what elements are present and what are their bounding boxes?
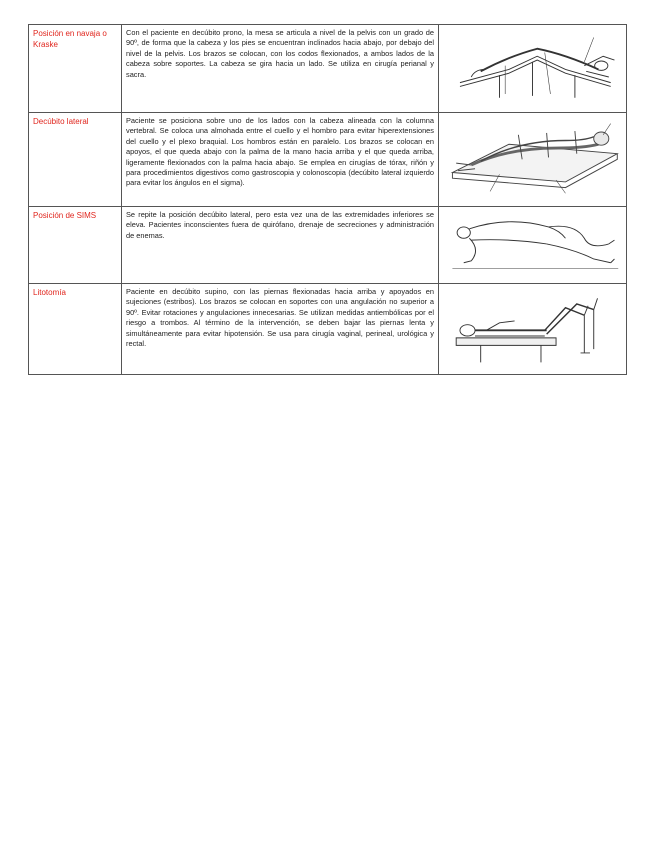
- position-image-cell: [439, 113, 627, 207]
- position-name: Litotomía: [29, 284, 122, 375]
- surgical-positions-table: [28, 24, 627, 375]
- position-image-cell: [439, 25, 627, 113]
- patient-lithotomy-illustration: [443, 287, 622, 366]
- position-name: Posición de SIMS: [29, 207, 122, 284]
- table-row: [29, 25, 627, 113]
- table-row: [29, 113, 627, 207]
- patient-lateral-illustration: [443, 116, 622, 199]
- position-image-cell: [439, 284, 627, 375]
- position-description: Paciente se posiciona sobre uno de los lados con la cabeza alineada con la columna vertebral. Se coloca una almohada entre el cuello y el hombro para evitar hiperextensiones del cuello y el plexo braquial. Los hombros están en paralelo. Los brazos se colocan en apoyos, el que queda abajo con la palma de la mano hacia arriba y el que queda arriba, ligeramente flexionados con la palma hacia abajo. Se emplea en cirugías de tórax, riñón y para procedimientos digestivos como gastroscopia y colonoscopia (decúbito lateral izquierdo para evitar los ángulos en el sigma).: [122, 113, 439, 207]
- patient-jackknife-illustration: [443, 28, 622, 103]
- table-row: [29, 284, 627, 375]
- patient-sims-illustration: [443, 210, 622, 278]
- position-image-cell: [439, 207, 627, 284]
- position-description: Se repite la posición decúbito lateral, pero esta vez una de las extremidades inferiores se eleva. Pacientes inconscientes fuera de quirófano, drenaje de secreciones y administración de enemas.: [122, 207, 439, 284]
- table-row: [29, 207, 627, 284]
- position-description: Paciente en decúbito supino, con las piernas flexionadas hacia arriba y apoyados en sujeciones (estribos). Los brazos se colocan en soportes con una angulación no superior a 90º. Evitar rotaciones y angulaciones innecesarias. Se utilizan medidas antiembólicas por el riesgo a trombos. Al término de la intervención, se deben bajar las piernas lenta y simultáneamente para evitar hipotensión. Se usa para cirugía vaginal, perineal, urológica y rectal.: [122, 284, 439, 375]
- position-description: Con el paciente en decúbito prono, la mesa se articula a nivel de la pelvis con un grado de 90º, de forma que la cabeza y los pies se encuentran inclinados hacia abajo, por debajo del nivel de la pelvis. Los brazos se colocan, con los codos flexionados, a ambos lados de la cabeza sobre soportes. La cabeza se gira hacia un lado. Se utiliza en cirugía perianal y sacra.: [122, 25, 439, 113]
- position-name: Decúbito lateral: [29, 113, 122, 207]
- position-name: Posición en navaja o Kraske: [29, 25, 122, 113]
